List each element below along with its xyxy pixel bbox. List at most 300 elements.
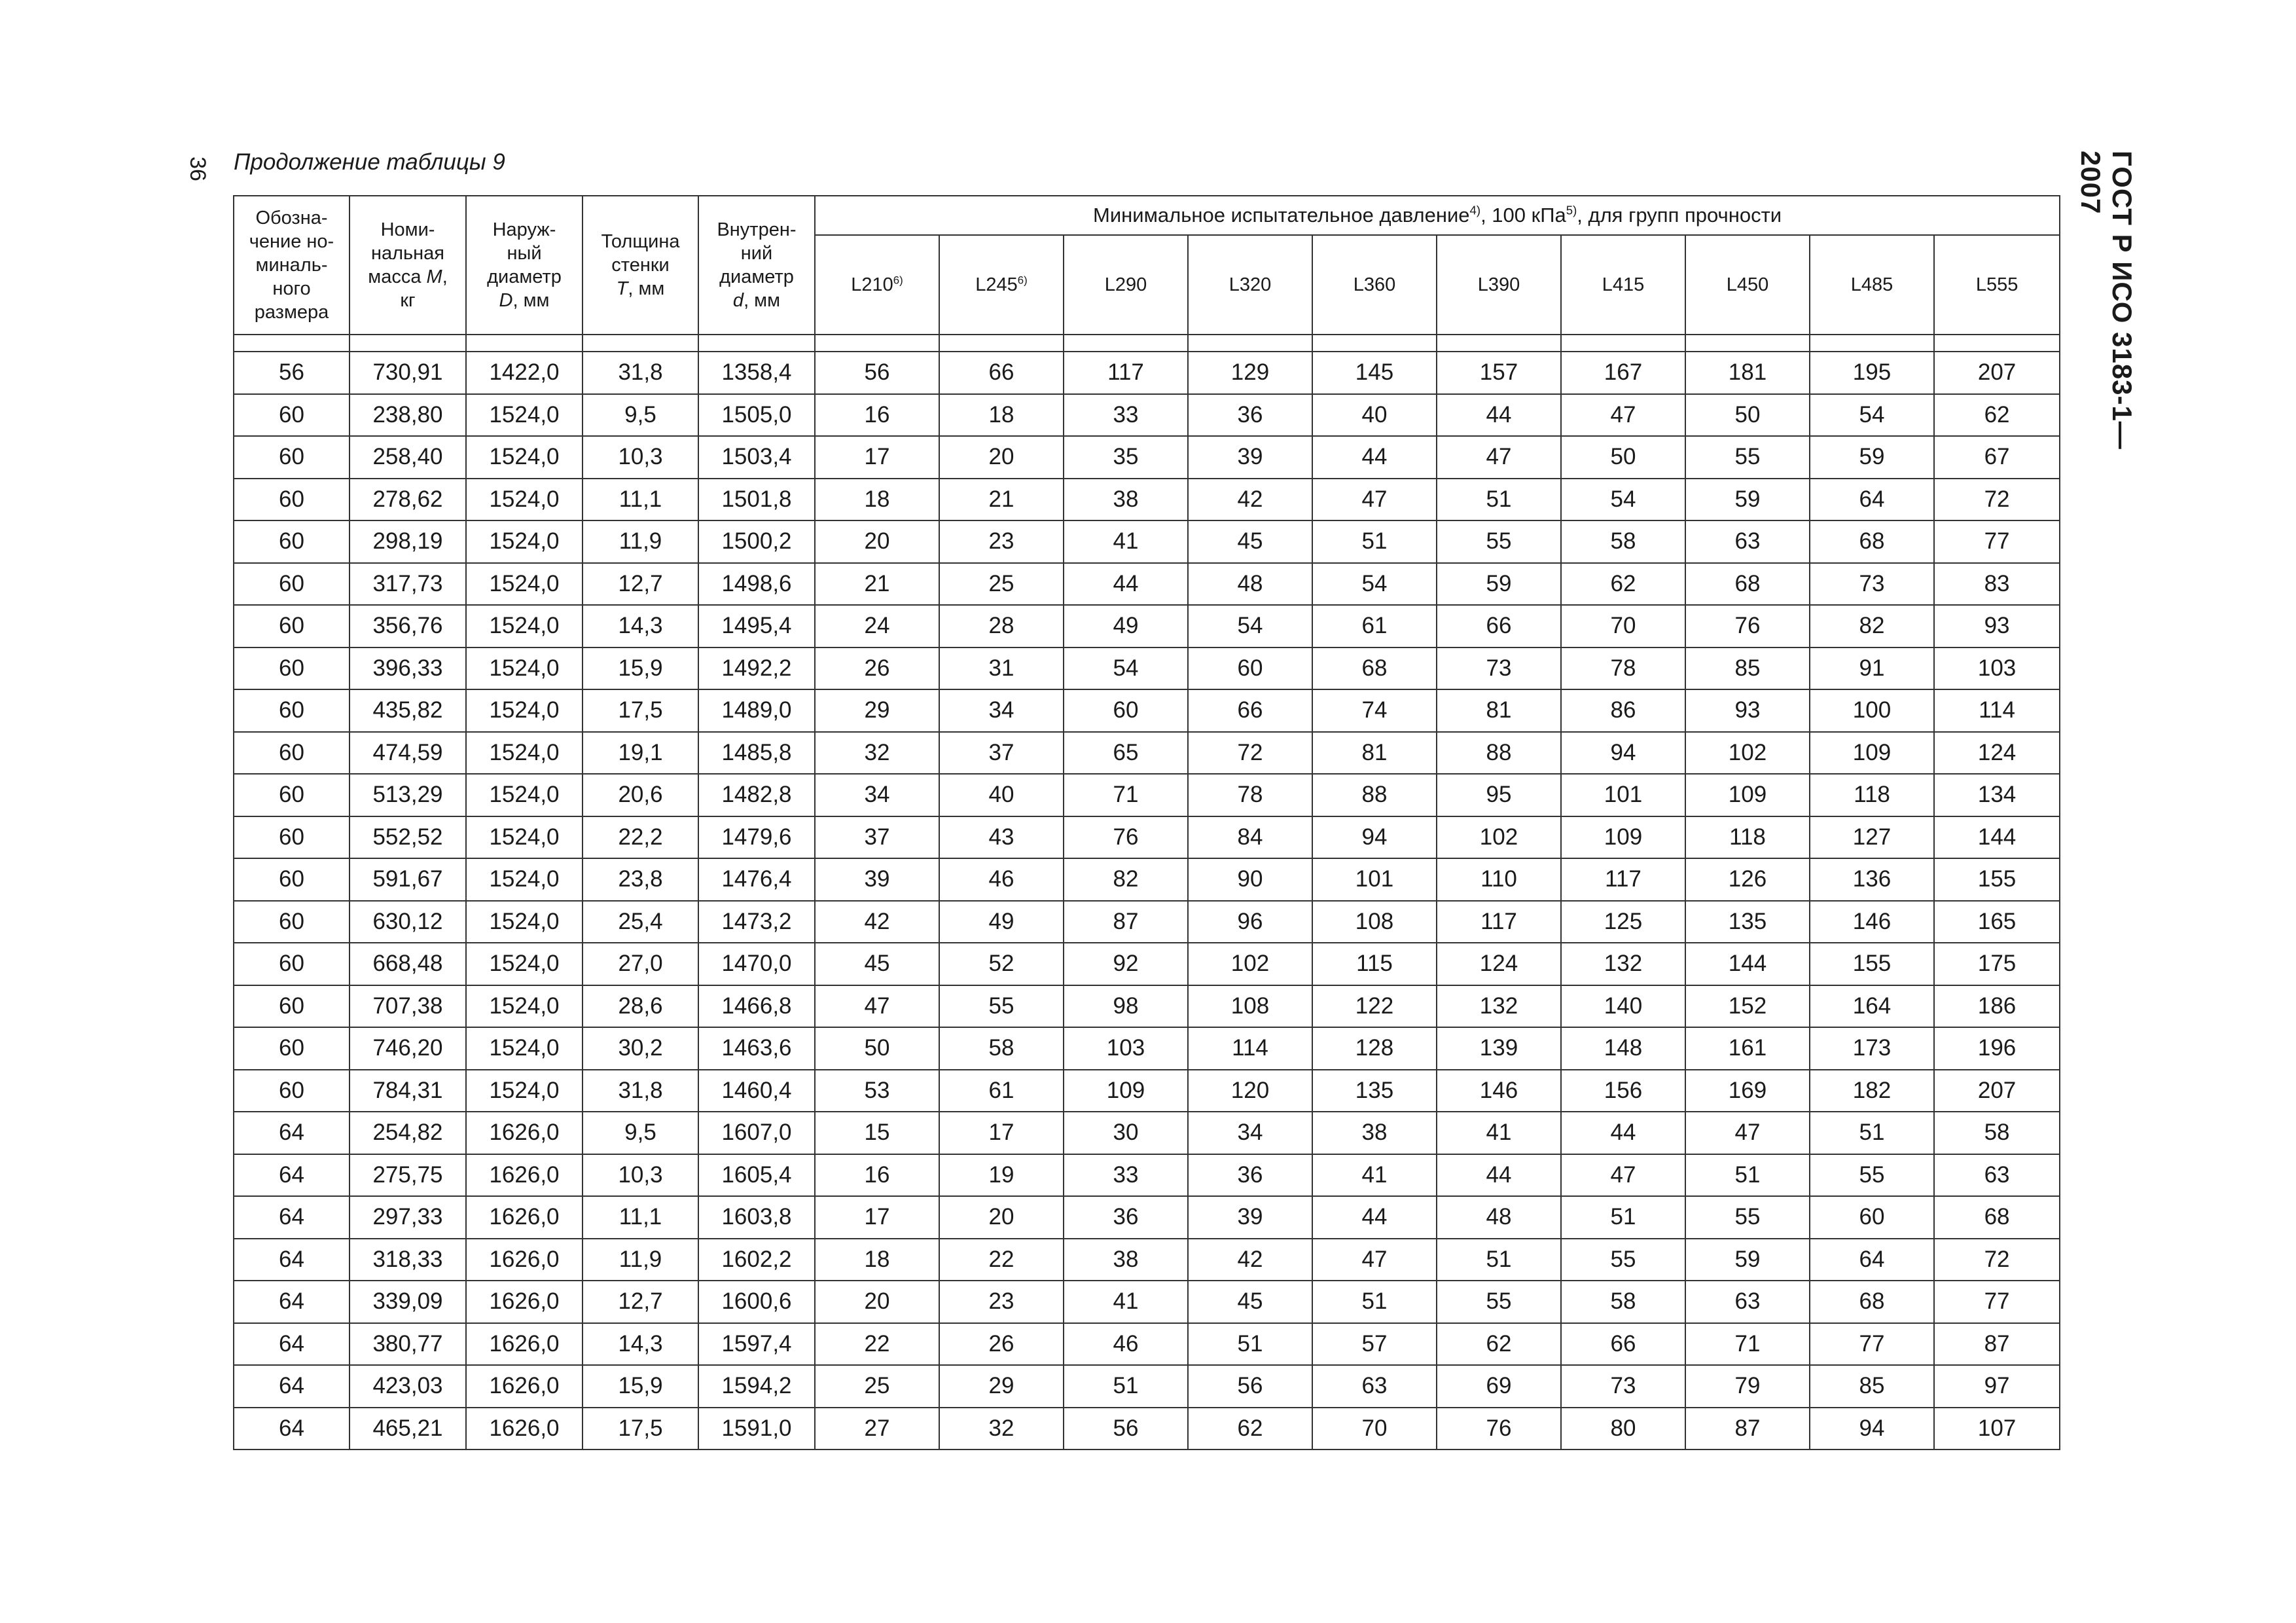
table-cell: 58 (1934, 1112, 2060, 1154)
table-cell: 34 (1188, 1112, 1312, 1154)
table-cell: 50 (815, 1027, 939, 1070)
table-cell: 37 (939, 732, 1064, 775)
pressure-table (233, 195, 2060, 1450)
table-cell: 64 (1810, 479, 1934, 521)
table-cell: 25 (815, 1365, 939, 1408)
table-cell: 1524,0 (466, 1027, 583, 1070)
table-cell: 707,38 (350, 985, 466, 1028)
table-cell: 28,6 (583, 985, 698, 1028)
table-cell: 109 (1810, 732, 1934, 775)
table-cell: 39 (1188, 1196, 1312, 1239)
table-cell: 1498,6 (698, 563, 815, 606)
table-cell: 12,7 (583, 1281, 698, 1323)
table-cell: 96 (1188, 901, 1312, 943)
table-cell: 155 (1934, 858, 2060, 901)
table-cell: 101 (1312, 858, 1437, 901)
table-cell: 1524,0 (466, 1070, 583, 1112)
table-cell: 630,12 (350, 901, 466, 943)
table-cell: 46 (939, 858, 1064, 901)
table-cell: 108 (1312, 901, 1437, 943)
page-number: 36 (185, 156, 210, 181)
table-cell: 167 (1561, 352, 1685, 394)
table-cell: 44 (1437, 394, 1561, 437)
table-cell: 125 (1561, 901, 1685, 943)
table-cell: 68 (1810, 1281, 1934, 1323)
table-row (234, 858, 2060, 901)
table-cell: 25,4 (583, 901, 698, 943)
table-cell: 49 (1064, 605, 1188, 647)
table-cell: 26 (815, 647, 939, 690)
table-cell: 44 (1437, 1154, 1561, 1197)
table-cell: 19,1 (583, 732, 698, 775)
table-cell: 85 (1685, 647, 1810, 690)
table-cell: 1626,0 (466, 1408, 583, 1450)
table-cell: 42 (815, 901, 939, 943)
table-cell: 71 (1685, 1323, 1810, 1366)
table-cell: 101 (1561, 774, 1685, 816)
table-cell: 1626,0 (466, 1323, 583, 1366)
table-cell: 22 (815, 1323, 939, 1366)
table-cell: 64 (234, 1239, 350, 1281)
table-cell: 1485,8 (698, 732, 815, 775)
table-cell: 54 (1312, 563, 1437, 606)
table-cell: 60 (234, 816, 350, 859)
table-cell: 52 (939, 943, 1064, 985)
table-cell: 100 (1810, 689, 1934, 732)
table-cell: 1597,4 (698, 1323, 815, 1366)
table-row (234, 901, 2060, 943)
table-cell: 87 (1934, 1323, 2060, 1366)
table-cell: 45 (1188, 520, 1312, 563)
table-cell: 64 (234, 1112, 350, 1154)
header-grade-l320: L320 (1188, 235, 1312, 335)
header-inner-diameter: Внутрен- ний диаметр d, мм (698, 196, 815, 335)
table-cell: 83 (1934, 563, 2060, 606)
table-cell: 117 (1437, 901, 1561, 943)
header-grade-l245: L245$^{6)}$ (939, 235, 1064, 335)
table-cell: 132 (1561, 943, 1685, 985)
table-cell: 103 (1934, 647, 2060, 690)
table-cell: 50 (1685, 394, 1810, 437)
table-row (234, 1112, 2060, 1154)
table-cell: 68 (1810, 520, 1934, 563)
table-cell: 1358,4 (698, 352, 815, 394)
table-cell: 60 (234, 774, 350, 816)
table-cell: 207 (1934, 1070, 2060, 1112)
table-row (234, 732, 2060, 775)
table-cell: 1524,0 (466, 985, 583, 1028)
table-cell: 60 (234, 605, 350, 647)
table-cell: 62 (1437, 1323, 1561, 1366)
table-cell: 82 (1810, 605, 1934, 647)
table-cell: 45 (1188, 1281, 1312, 1323)
table-row (234, 479, 2060, 521)
table-cell: 37 (815, 816, 939, 859)
table-cell: 1500,2 (698, 520, 815, 563)
table-cell: 58 (1561, 1281, 1685, 1323)
table-cell: 51 (1312, 520, 1437, 563)
table-cell: 60 (234, 689, 350, 732)
table-cell: 1626,0 (466, 1281, 583, 1323)
table-cell: 60 (234, 520, 350, 563)
table-cell: 11,1 (583, 1196, 698, 1239)
table-cell: 63 (1685, 1281, 1810, 1323)
table-cell: 58 (939, 1027, 1064, 1070)
table-cell: 47 (1685, 1112, 1810, 1154)
table-cell: 17 (939, 1112, 1064, 1154)
table-cell: 41 (1064, 1281, 1188, 1323)
table-cell: 207 (1934, 352, 2060, 394)
table-cell: 39 (815, 858, 939, 901)
table-cell: 97 (1934, 1365, 2060, 1408)
table-cell: 35 (1064, 436, 1188, 479)
table-cell: 31,8 (583, 1070, 698, 1112)
table-cell: 1626,0 (466, 1112, 583, 1154)
header-grade-l485: L485 (1810, 235, 1934, 335)
table-row (234, 563, 2060, 606)
table-cell: 14,3 (583, 605, 698, 647)
table-cell: 51 (1561, 1196, 1685, 1239)
table-cell: 64 (234, 1323, 350, 1366)
table-cell: 90 (1188, 858, 1312, 901)
table-cell: 1524,0 (466, 520, 583, 563)
table-cell: 48 (1437, 1196, 1561, 1239)
table-cell: 49 (939, 901, 1064, 943)
table-cell: 51 (1437, 479, 1561, 521)
table-cell: 148 (1561, 1027, 1685, 1070)
table-cell: 1591,0 (698, 1408, 815, 1450)
table-cell: 47 (1312, 1239, 1437, 1281)
table-cell: 161 (1685, 1027, 1810, 1070)
table-cell: 88 (1312, 774, 1437, 816)
table-cell: 56 (815, 352, 939, 394)
table-cell: 66 (1437, 605, 1561, 647)
table-cell: 76 (1064, 816, 1188, 859)
table-cell: 59 (1437, 563, 1561, 606)
table-cell: 1422,0 (466, 352, 583, 394)
table-cell: 465,21 (350, 1408, 466, 1450)
table-cell: 18 (815, 479, 939, 521)
table-cell: 63 (1934, 1154, 2060, 1197)
table-cell: 339,09 (350, 1281, 466, 1323)
table-cell: 72 (1934, 479, 2060, 521)
table-cell: 71 (1064, 774, 1188, 816)
table-cell: 144 (1934, 816, 2060, 859)
table-cell: 1495,4 (698, 605, 815, 647)
table-cell: 258,40 (350, 436, 466, 479)
table-cell: 38 (1064, 479, 1188, 521)
table-cell: 140 (1561, 985, 1685, 1028)
table-cell: 145 (1312, 352, 1437, 394)
table-row (234, 520, 2060, 563)
table-cell: 128 (1312, 1027, 1437, 1070)
table-cell: 78 (1561, 647, 1685, 690)
table-cell: 1473,2 (698, 901, 815, 943)
table-cell: 117 (1561, 858, 1685, 901)
table-row (234, 1365, 2060, 1408)
table-cell: 108 (1188, 985, 1312, 1028)
table-cell: 1607,0 (698, 1112, 815, 1154)
header-grade-l415: L415 (1561, 235, 1685, 335)
header-grade-l555: L555 (1934, 235, 2060, 335)
table-cell: 16 (815, 1154, 939, 1197)
table-row (234, 689, 2060, 732)
table-cell: 110 (1437, 858, 1561, 901)
table-cell: 47 (1312, 479, 1437, 521)
table-cell: 23,8 (583, 858, 698, 901)
table-cell: 275,75 (350, 1154, 466, 1197)
table-cell: 254,82 (350, 1112, 466, 1154)
table-cell: 1524,0 (466, 943, 583, 985)
table-cell: 102 (1188, 943, 1312, 985)
table-cell: 64 (234, 1408, 350, 1450)
table-cell: 1470,0 (698, 943, 815, 985)
table-cell: 1524,0 (466, 436, 583, 479)
table-cell: 68 (1934, 1196, 2060, 1239)
table-cell: 56 (234, 352, 350, 394)
table-cell: 1479,6 (698, 816, 815, 859)
table-cell: 69 (1437, 1365, 1561, 1408)
table-cell: 61 (1312, 605, 1437, 647)
table-cell: 29 (815, 689, 939, 732)
table-cell: 85 (1810, 1365, 1934, 1408)
table-cell: 77 (1810, 1323, 1934, 1366)
table-cell: 103 (1064, 1027, 1188, 1070)
table-cell: 82 (1064, 858, 1188, 901)
table-cell: 24 (815, 605, 939, 647)
table-cell: 15 (815, 1112, 939, 1154)
table-cell: 60 (234, 479, 350, 521)
table-cell: 55 (1437, 1281, 1561, 1323)
table-cell: 55 (1437, 520, 1561, 563)
table-cell: 31 (939, 647, 1064, 690)
table-cell: 64 (1810, 1239, 1934, 1281)
table-cell: 157 (1437, 352, 1561, 394)
table-cell: 278,62 (350, 479, 466, 521)
table-cell: 60 (234, 901, 350, 943)
table-cell: 102 (1685, 732, 1810, 775)
table-cell: 84 (1188, 816, 1312, 859)
table-cell: 114 (1934, 689, 2060, 732)
table-cell: 20 (815, 520, 939, 563)
table-cell: 20 (939, 1196, 1064, 1239)
table-cell: 77 (1934, 1281, 2060, 1323)
table-cell: 118 (1810, 774, 1934, 816)
table-cell: 25 (939, 563, 1064, 606)
table-cell: 64 (234, 1196, 350, 1239)
table-cell: 132 (1437, 985, 1561, 1028)
table-cell: 318,33 (350, 1239, 466, 1281)
table-cell: 117 (1064, 352, 1188, 394)
table-cell: 1524,0 (466, 394, 583, 437)
table-cell: 92 (1064, 943, 1188, 985)
table-cell: 1602,2 (698, 1239, 815, 1281)
table-cell: 51 (1437, 1239, 1561, 1281)
table-cell: 41 (1312, 1154, 1437, 1197)
table-cell: 51 (1685, 1154, 1810, 1197)
table-cell: 11,9 (583, 520, 698, 563)
table-cell: 94 (1312, 816, 1437, 859)
table-cell: 63 (1685, 520, 1810, 563)
table-cell: 144 (1685, 943, 1810, 985)
table-cell: 1524,0 (466, 774, 583, 816)
table-cell: 86 (1561, 689, 1685, 732)
table-cell: 64 (234, 1154, 350, 1197)
table-cell: 72 (1934, 1239, 2060, 1281)
table-cell: 1626,0 (466, 1196, 583, 1239)
table-row (234, 1239, 2060, 1281)
table-cell: 44 (1064, 563, 1188, 606)
table-cell: 30 (1064, 1112, 1188, 1154)
table-cell: 668,48 (350, 943, 466, 985)
table-cell: 50 (1561, 436, 1685, 479)
table-cell: 9,5 (583, 394, 698, 437)
table-row (234, 1196, 2060, 1239)
table-cell: 73 (1561, 1365, 1685, 1408)
table-cell: 730,91 (350, 352, 466, 394)
table-cell: 60 (234, 985, 350, 1028)
table-row (234, 647, 2060, 690)
table-cell: 43 (939, 816, 1064, 859)
table-cell: 87 (1685, 1408, 1810, 1450)
table-cell: 186 (1934, 985, 2060, 1028)
table-cell: 17 (815, 436, 939, 479)
table-cell: 1524,0 (466, 689, 583, 732)
table-cell: 60 (1188, 647, 1312, 690)
table-cell: 14,3 (583, 1323, 698, 1366)
table-cell: 114 (1188, 1027, 1312, 1070)
table-cell: 55 (1810, 1154, 1934, 1197)
table-cell: 196 (1934, 1027, 2060, 1070)
table-cell: 40 (939, 774, 1064, 816)
table-row (234, 605, 2060, 647)
table-cell: 47 (1561, 394, 1685, 437)
table-row (234, 816, 2060, 859)
table-cell: 60 (234, 732, 350, 775)
table-cell: 423,03 (350, 1365, 466, 1408)
table-cell: 238,80 (350, 394, 466, 437)
table-cell: 23 (939, 1281, 1064, 1323)
table-cell: 127 (1810, 816, 1934, 859)
table-cell: 169 (1685, 1070, 1810, 1112)
table-cell: 41 (1437, 1112, 1561, 1154)
table-cell: 22 (939, 1239, 1064, 1281)
table-cell: 1524,0 (466, 901, 583, 943)
table-cell: 135 (1312, 1070, 1437, 1112)
table-cell: 17,5 (583, 1408, 698, 1450)
table-cell: 51 (1064, 1365, 1188, 1408)
table-cell: 181 (1685, 352, 1810, 394)
table-cell: 38 (1312, 1112, 1437, 1154)
document-code: ГОСТ Р ИСО 3183-1—2007 (2075, 151, 2138, 450)
table-cell: 124 (1437, 943, 1561, 985)
table-cell: 44 (1312, 1196, 1437, 1239)
table-cell: 60 (234, 563, 350, 606)
table-cell: 54 (1810, 394, 1934, 437)
table-cell: 1524,0 (466, 732, 583, 775)
header-grade-l290: L290 (1064, 235, 1188, 335)
table-cell: 746,20 (350, 1027, 466, 1070)
table-cell: 1524,0 (466, 816, 583, 859)
table-cell: 91 (1810, 647, 1934, 690)
table-cell: 118 (1685, 816, 1810, 859)
table-cell: 20 (939, 436, 1064, 479)
table-cell: 56 (1188, 1365, 1312, 1408)
table-cell: 21 (939, 479, 1064, 521)
table-cell: 23 (939, 520, 1064, 563)
table-cell: 59 (1685, 479, 1810, 521)
table-cell: 36 (1188, 1154, 1312, 1197)
table-cell: 1524,0 (466, 479, 583, 521)
table-cell: 64 (234, 1281, 350, 1323)
table-cell: 33 (1064, 394, 1188, 437)
table-cell: 1503,4 (698, 436, 815, 479)
table-cell: 164 (1810, 985, 1934, 1028)
table-row (234, 943, 2060, 985)
table-cell: 139 (1437, 1027, 1561, 1070)
table-cell: 68 (1312, 647, 1437, 690)
table-cell: 152 (1685, 985, 1810, 1028)
table-cell: 30,2 (583, 1027, 698, 1070)
table-cell: 175 (1934, 943, 2060, 985)
table-cell: 54 (1561, 479, 1685, 521)
table-cell: 61 (939, 1070, 1064, 1112)
table-cell: 1501,8 (698, 479, 815, 521)
table-cell: 94 (1561, 732, 1685, 775)
table-cell: 27,0 (583, 943, 698, 985)
table-cell: 70 (1561, 605, 1685, 647)
table-cell: 87 (1064, 901, 1188, 943)
table-cell: 79 (1685, 1365, 1810, 1408)
table-cell: 21 (815, 563, 939, 606)
header-gap-row (234, 335, 2060, 352)
table-cell: 55 (1685, 1196, 1810, 1239)
table-cell: 182 (1810, 1070, 1934, 1112)
table-cell: 70 (1312, 1408, 1437, 1450)
table-row (234, 436, 2060, 479)
table-cell: 126 (1685, 858, 1810, 901)
table-cell: 59 (1810, 436, 1934, 479)
table-cell: 1605,4 (698, 1154, 815, 1197)
table-cell: 73 (1437, 647, 1561, 690)
table-cell: 60 (234, 858, 350, 901)
header-designation: Обозна- чение но- миналь- ного размера (234, 196, 350, 335)
table-cell: 1489,0 (698, 689, 815, 732)
table-cell: 68 (1685, 563, 1810, 606)
table-cell: 784,31 (350, 1070, 466, 1112)
table-cell: 1460,4 (698, 1070, 815, 1112)
table-cell: 51 (1810, 1112, 1934, 1154)
table-cell: 48 (1188, 563, 1312, 606)
table-cell: 109 (1685, 774, 1810, 816)
table-cell: 146 (1810, 901, 1934, 943)
table-cell: 36 (1064, 1196, 1188, 1239)
table-cell: 1524,0 (466, 563, 583, 606)
table-cell: 62 (1934, 394, 2060, 437)
table-cell: 51 (1312, 1281, 1437, 1323)
table-cell: 1626,0 (466, 1239, 583, 1281)
table-cell: 67 (1934, 436, 2060, 479)
table-cell: 56 (1064, 1408, 1188, 1450)
table-cell: 552,52 (350, 816, 466, 859)
table-cell: 77 (1934, 520, 2060, 563)
header-wall-thickness: Толщина стенки T, мм (583, 196, 698, 335)
table-cell: 1594,2 (698, 1365, 815, 1408)
table-cell: 66 (1188, 689, 1312, 732)
table-cell: 317,73 (350, 563, 466, 606)
table-row (234, 1323, 2060, 1366)
table-cell: 155 (1810, 943, 1934, 985)
